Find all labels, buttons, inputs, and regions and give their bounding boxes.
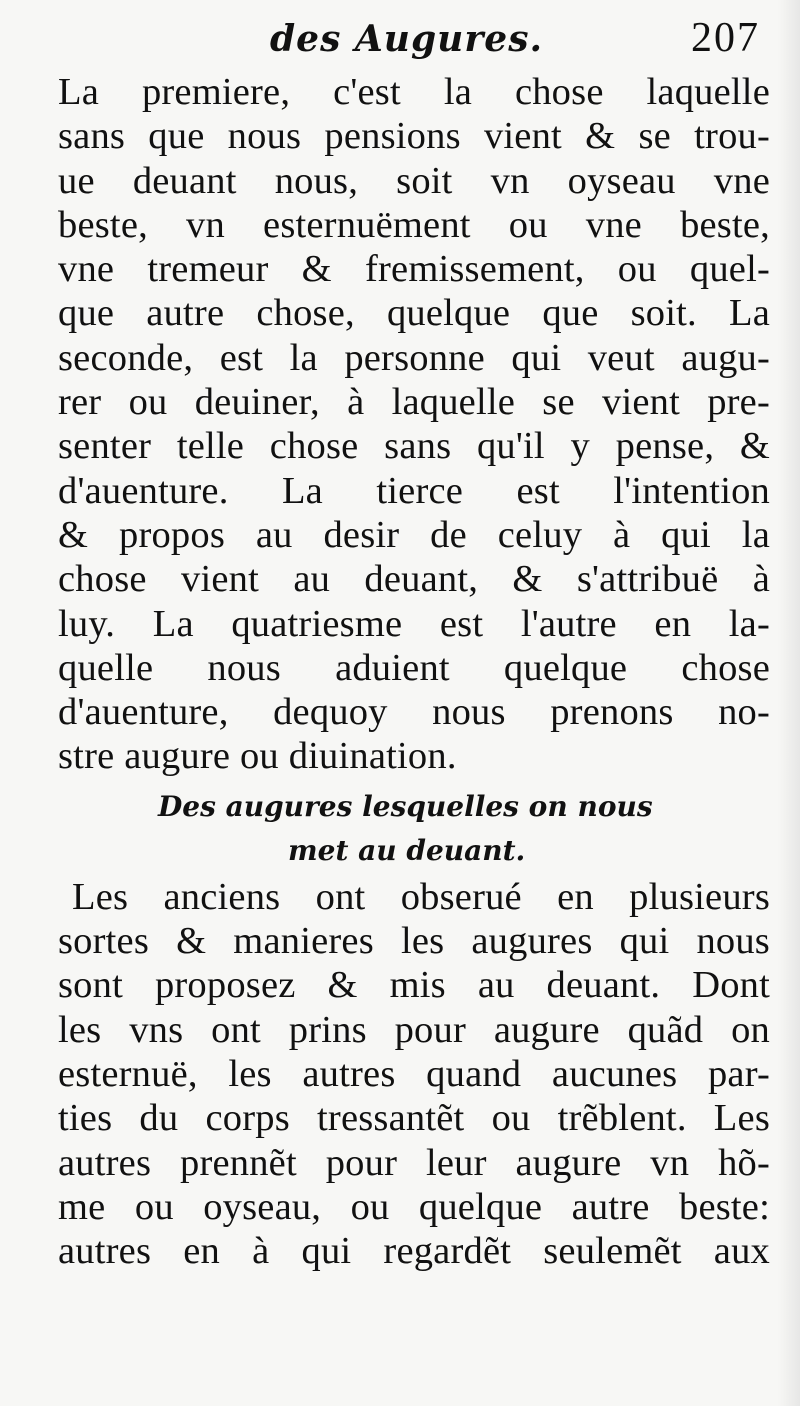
text-line: Les anciens ont obserué en plusieurs [72,875,770,918]
text-line: senter telle chose sans qu'il y pense, & [58,425,770,468]
text-line: sortes & manieres les augures qui nous [58,920,770,963]
text-line: luy. La quatriesme est l'autre en la- [58,602,770,645]
text-line: esternuë, les autres quand aucunes par- [58,1052,770,1095]
text-line: sont proposez & mis au deuant. Dont [58,964,770,1007]
text-line: les vns ont prins pour augure quãd on [58,1008,770,1051]
paragraph-1 [58,70,770,779]
text-line: d'auenture, dequoy nous prenons no- [58,691,770,734]
text-line: chose vient au deuant, & s'attribuë à [58,558,770,601]
paragraph-2 [58,875,770,1274]
text-line: sans que nous pensions vient & se trou- [58,115,770,158]
page-body [58,70,770,1273]
text-line: La premiere, c'est la chose laquelle [58,71,770,113]
section-heading [58,785,770,873]
page-number: 207 [691,15,760,61]
text-line: ties du corps tressantẽt ou trẽblent. Les [58,1097,770,1140]
text-line: rer ou deuiner, à laquelle se vient pre- [58,381,770,424]
page-header [60,10,760,72]
text-line: quelle nous aduient quelque chose [58,646,770,689]
text-line: vne tremeur & fremissement, ou quel- [58,248,770,291]
section-heading-line: met au deuant. [288,833,526,867]
text-line: autres en à qui regardẽt seulemẽt aux [58,1230,770,1273]
text-line: autres prennẽt pour leur augure vn hõ- [58,1141,770,1184]
text-line: beste, vn esternuëment ou vne beste, [58,203,770,246]
text-line: d'auenture. La tierce est l'intention [58,469,770,512]
running-head: des Augures. [270,18,543,60]
text-line: me ou oyseau, ou quelque autre beste: [58,1185,770,1228]
section-heading-line: Des augures lesquelles on nous [158,789,653,823]
text-line: stre augure ou diuination. [58,735,457,778]
text-line: & propos au desir de celuy à qui la [58,513,770,556]
text-line: seconde, est la personne qui veut augu- [58,336,770,379]
text-line: ue deuant nous, soit vn oyseau vne [58,159,770,202]
text-line: que autre chose, quelque que soit. La [58,292,770,335]
